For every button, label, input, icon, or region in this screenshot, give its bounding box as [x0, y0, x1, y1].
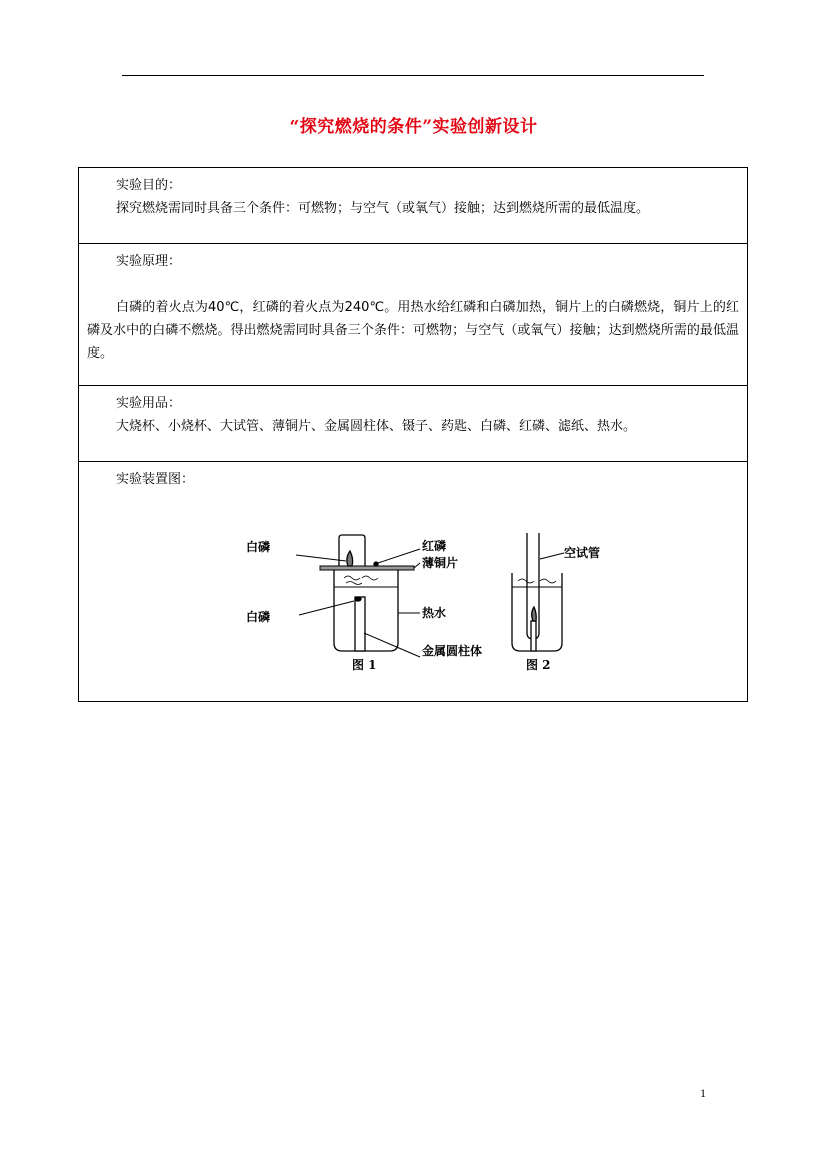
leader-empty-tube [540, 553, 564, 559]
label-red-p: 红磷 [422, 539, 447, 553]
experiment-table [78, 167, 748, 702]
fig2-cylinder [531, 621, 536, 651]
materials-cell [79, 386, 748, 462]
table-row-purpose [79, 168, 748, 244]
leader-cylinder [364, 633, 420, 657]
apparatus-cell [79, 462, 748, 702]
principle-label: 实验原理： [116, 254, 182, 269]
principle-cell [79, 244, 748, 386]
fig2-beaker [512, 573, 562, 651]
large-beaker [334, 569, 398, 651]
page-title: “探究燃烧的条件”实验创新设计 [289, 117, 538, 137]
purpose-label: 实验目的： [116, 178, 182, 193]
label-white-p-water: 白磷 [246, 610, 271, 624]
leader-white-p-water [299, 601, 354, 615]
fig2-steam [518, 579, 556, 583]
fig2-caption: 图 2 [526, 658, 551, 672]
materials-label: 实验用品： [116, 396, 182, 411]
copper-sheet [320, 566, 414, 570]
figure-2 [512, 533, 564, 651]
materials-text: 大烧杯、小烧杯、大试管、薄铜片、金属圆柱体、镊子、药匙、白磷、红磷、滤纸、热水。 [116, 419, 637, 434]
white-phosphorus-in-water [355, 597, 361, 601]
page-number: 1 [700, 1086, 706, 1100]
table-row-apparatus [79, 462, 748, 702]
label-hot-water: 热水 [422, 606, 447, 620]
fig2-flame [532, 607, 537, 621]
header-rule [122, 75, 704, 76]
leader-red-p [378, 549, 420, 563]
steam-lines [344, 576, 378, 585]
table-row-principle [79, 244, 748, 386]
label-white-p-top: 白磷 [246, 540, 271, 554]
fig1-caption: 图 1 [352, 658, 377, 672]
metal-cylinder [355, 597, 365, 651]
label-metal-cylinder: 金属圆柱体 [422, 644, 483, 658]
purpose-cell [79, 168, 748, 244]
purpose-text: 探究燃烧需同时具备三个条件：可燃物；与空气（或氧气）接触；达到燃烧所需的最低温度。 [116, 201, 650, 216]
white-phosphorus-flame [347, 551, 353, 566]
label-copper-sheet: 薄铜片 [422, 556, 459, 570]
apparatus-diagram [244, 533, 601, 672]
label-empty-tube: 空试管 [564, 546, 601, 560]
apparatus-label: 实验装置图： [116, 472, 195, 487]
table-row-materials [79, 386, 748, 462]
principle-text: 白磷的着火点为40℃，红磷的着火点为240℃。用热水给红磷和白磷加热，铜片上的白磷燃烧，铜片上的红磷及水中的白磷不燃烧。得出燃烧需同时具备三个条件：可燃物；与空气（或氧气）接触；达到燃烧所需的最低温度。 [87, 300, 739, 361]
red-phosphorus [374, 562, 378, 566]
figure-1 [296, 535, 420, 657]
leader-copper-sheet [414, 563, 420, 568]
